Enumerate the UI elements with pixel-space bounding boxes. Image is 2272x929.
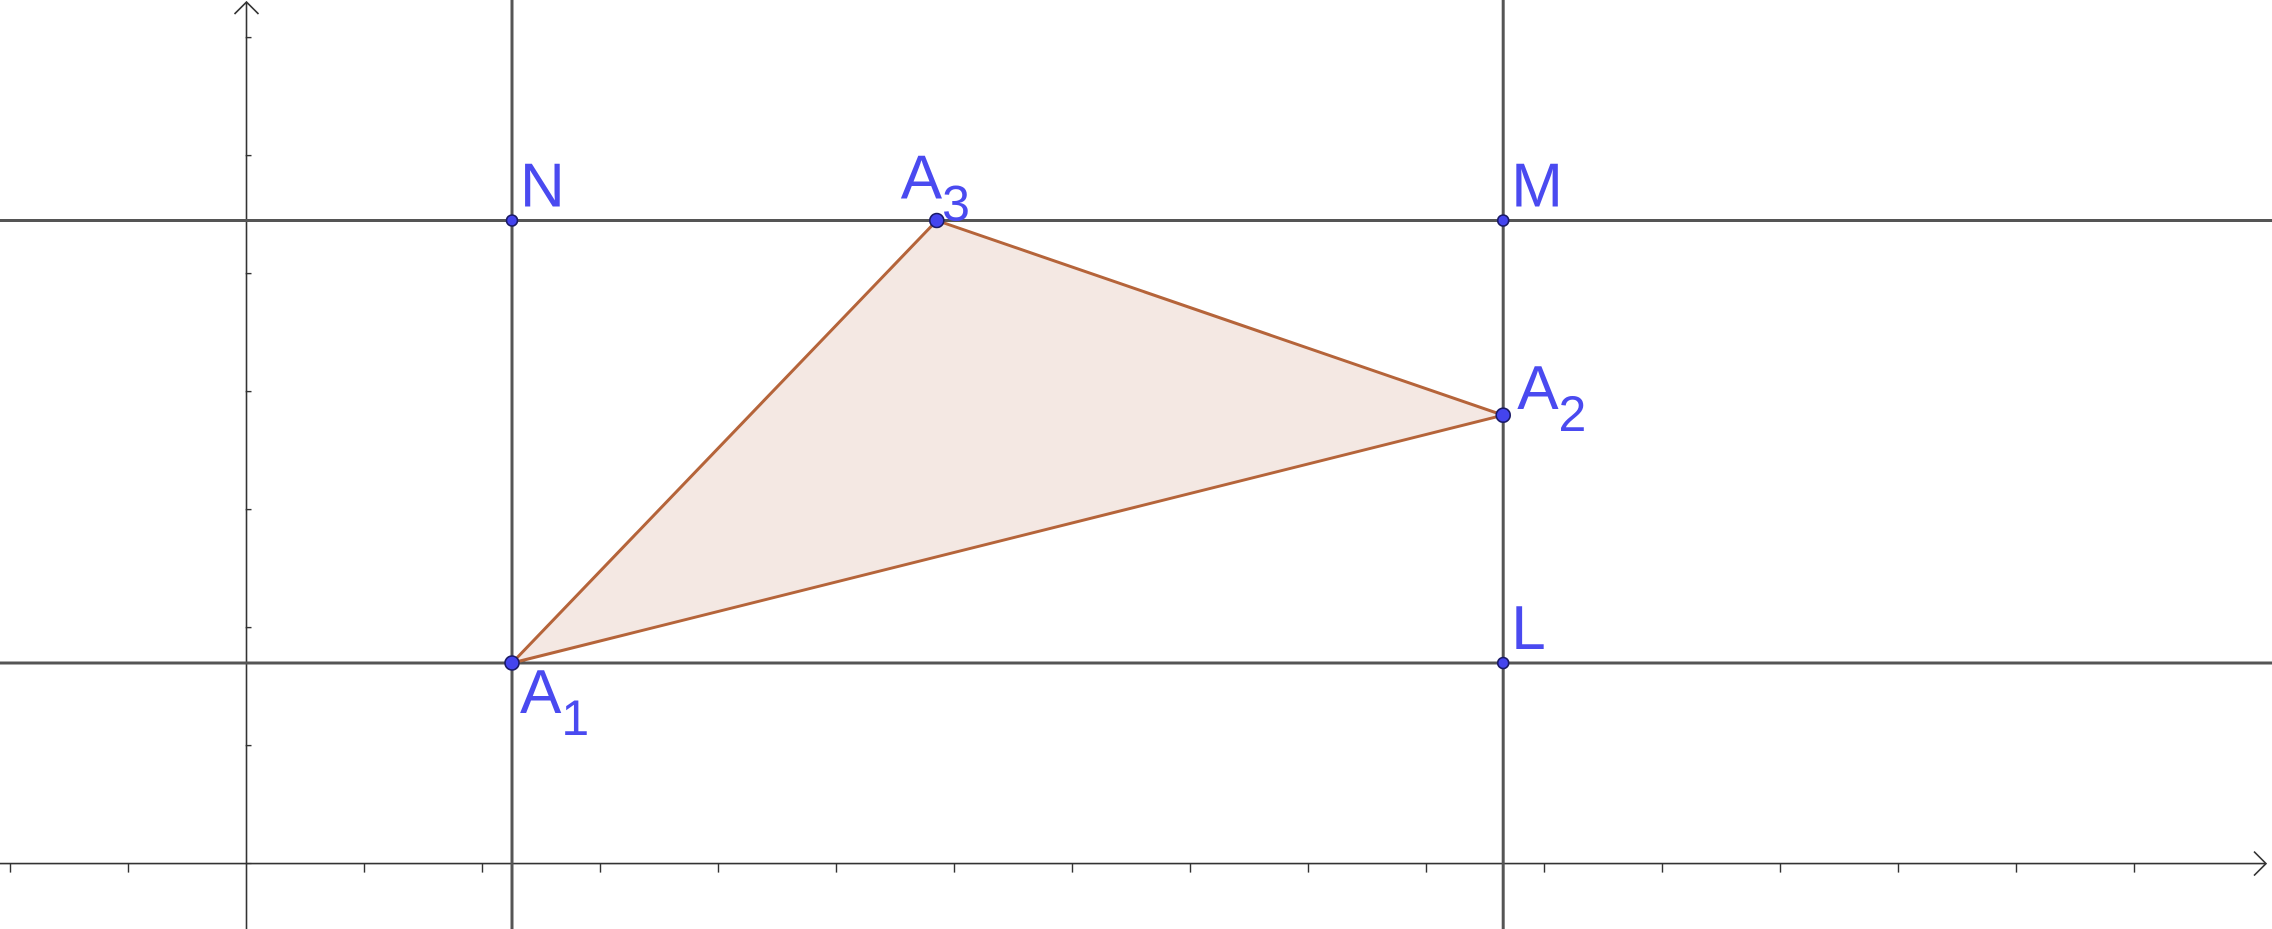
label-m bbox=[1511, 152, 1563, 221]
label-a2-subscript: 2 bbox=[1558, 386, 1587, 443]
label-a1 bbox=[520, 658, 589, 746]
label-a2 bbox=[1517, 354, 1586, 442]
label-l-letter: L bbox=[1511, 594, 1546, 663]
triangle-a1-a2-a3 bbox=[512, 221, 1503, 664]
label-l bbox=[1511, 594, 1545, 663]
point-m bbox=[1498, 215, 1509, 226]
point-a2 bbox=[1496, 408, 1510, 422]
triangle-fill bbox=[512, 221, 1503, 664]
point-a1 bbox=[505, 656, 519, 670]
point-n bbox=[507, 215, 518, 226]
label-n bbox=[520, 152, 565, 221]
label-a2-letter: A bbox=[1517, 354, 1559, 424]
label-m-letter: M bbox=[1511, 151, 1563, 221]
label-a3-subscript: 3 bbox=[942, 175, 970, 232]
label-a1-subscript: 1 bbox=[561, 690, 590, 746]
label-a3-letter: A bbox=[900, 143, 943, 213]
point-l bbox=[1498, 658, 1509, 669]
label-a1-letter: A bbox=[520, 658, 562, 727]
label-n-letter: N bbox=[520, 151, 565, 221]
